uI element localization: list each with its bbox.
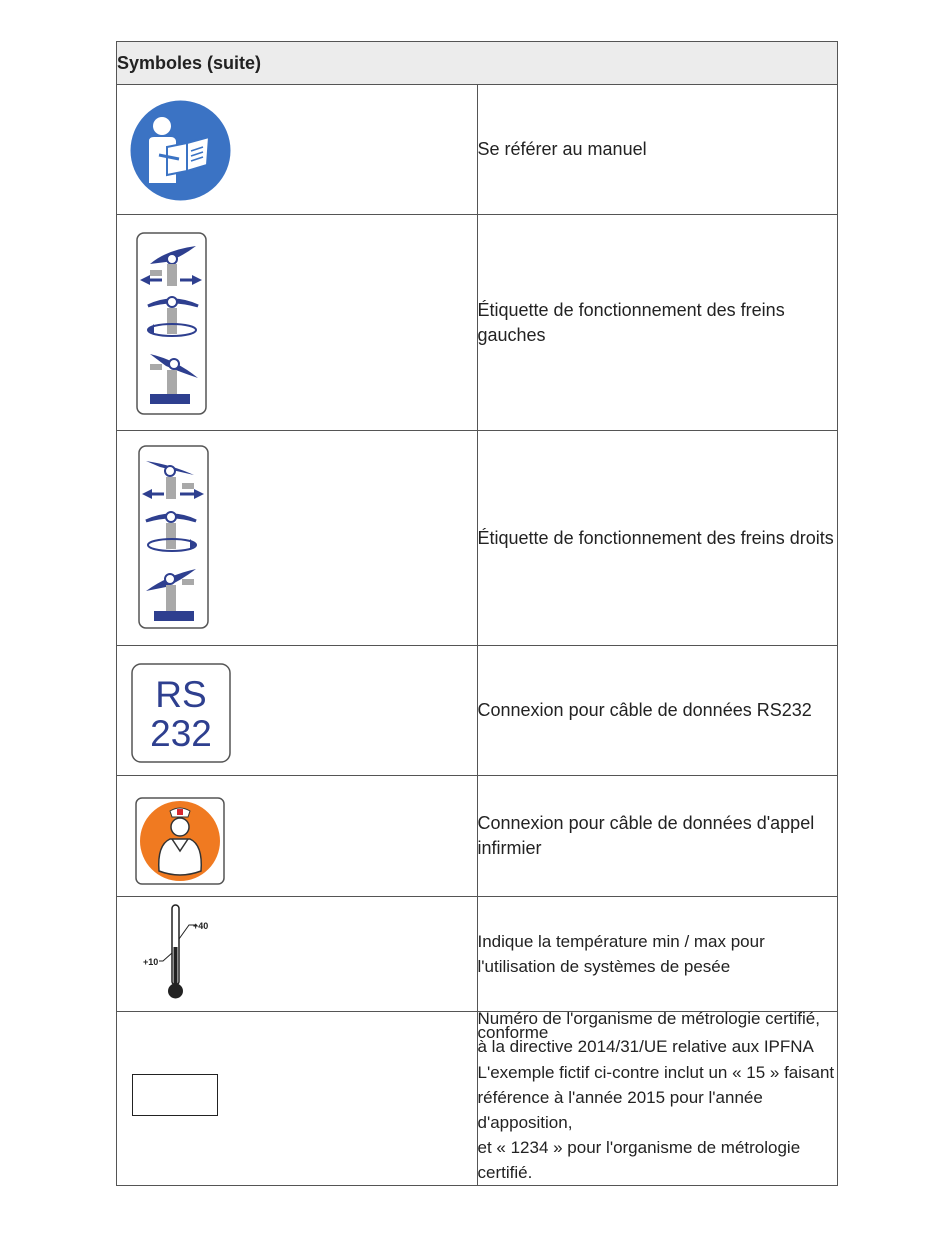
nurse-call-icon — [135, 797, 225, 885]
thermometer-icon — [137, 903, 237, 1005]
table-header: Symboles (suite) — [117, 42, 838, 85]
icon-cell — [117, 1012, 478, 1186]
description-cell — [477, 1009, 838, 1186]
description-line: et « 1234 » pour l'organisme de métrologie certifié. — [477, 1138, 801, 1182]
icon-cell — [117, 431, 478, 646]
table-row — [117, 646, 838, 776]
table-row — [117, 897, 838, 1012]
description-cell: Connexion pour câble de données d'appel infirmier — [477, 776, 838, 897]
icon-cell — [117, 776, 478, 897]
table-row — [117, 1012, 838, 1186]
max-temperature-label: +40 — [193, 921, 209, 931]
min-temperature-label: +10 — [143, 957, 159, 967]
icon-cell — [117, 215, 478, 431]
description-cell: Indique la température min / max pour l'utilisation de systèmes de pesée — [477, 897, 838, 1012]
table-header-row — [117, 42, 838, 85]
table-row — [117, 776, 838, 897]
icon-cell — [117, 646, 478, 776]
symbols-table — [116, 41, 838, 1186]
rs232-icon-line1: RS — [155, 674, 207, 715]
icon-cell — [117, 897, 478, 1012]
description-line: référence à l'année 2015 pour l'année d'apposition, — [477, 1088, 763, 1132]
rs232-icon-line2: 232 — [150, 713, 212, 754]
table-row — [117, 215, 838, 431]
table-row — [117, 431, 838, 646]
rs232-icon — [131, 663, 231, 763]
left-brake-label-icon — [136, 232, 207, 415]
right-brake-label-icon — [138, 445, 209, 629]
description-cell: Se référer au manuel — [477, 85, 838, 215]
description-line: à la directive 2014/31/UE relative aux IPFNA — [477, 1037, 814, 1056]
description-cell: Étiquette de fonctionnement des freins gauches — [477, 215, 838, 431]
read-manual-icon — [129, 99, 232, 202]
description-line: L'exemple fictif ci-contre inclut un « 15 » faisant — [477, 1063, 835, 1082]
description-cell: Connexion pour câble de données RS232 — [477, 646, 838, 776]
icon-cell — [117, 85, 478, 215]
description-cell: Étiquette de fonctionnement des freins droits — [477, 431, 838, 646]
metrology-number-box — [132, 1074, 218, 1116]
description-line: Numéro de l'organisme de métrologie certifié, conforme — [477, 1009, 820, 1042]
table-row — [117, 85, 838, 215]
